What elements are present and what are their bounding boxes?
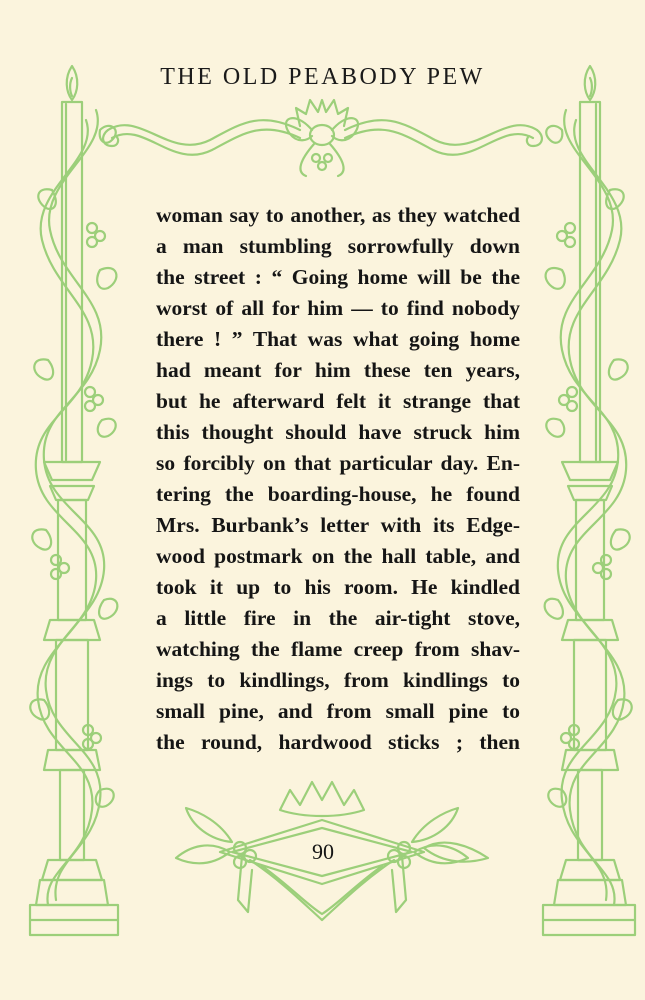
text-line: took it up to his room. He kindled bbox=[156, 575, 520, 599]
running-head: THE OLD PEABODY PEW bbox=[160, 64, 485, 90]
page-number: 90 bbox=[312, 839, 334, 864]
right-candle-ornament bbox=[543, 66, 635, 935]
text-line: a little fire in the air-tight stove, bbox=[156, 606, 520, 630]
text-line: there ! ” That was what going home bbox=[156, 327, 520, 351]
text-line: small pine, and from small pine to bbox=[156, 699, 520, 723]
left-candle-ornament bbox=[30, 66, 118, 935]
text-line: ings to kindlings, from kindlings to bbox=[156, 668, 520, 692]
text-line: tering the boarding-house, he found bbox=[156, 482, 520, 506]
text-line: woman say to another, as they watched bbox=[156, 203, 520, 227]
body-text bbox=[156, 200, 520, 758]
text-line: the street : “ Going home will be the bbox=[156, 265, 520, 289]
text-line: worst of all for him — to find nobody bbox=[156, 296, 520, 320]
text-line: the round, hardwood sticks ; then bbox=[156, 730, 520, 754]
text-line: but he afterward felt it strange that bbox=[156, 389, 520, 413]
text-line: so forcibly on that particular day. En- bbox=[156, 451, 520, 475]
text-line: Mrs. Burbank’s letter with its Edge- bbox=[156, 513, 520, 537]
top-ribbon-ornament bbox=[103, 100, 542, 176]
text-line: a man stumbling sorrowfully down bbox=[156, 234, 520, 258]
text-line: had meant for him these ten years, bbox=[156, 358, 520, 382]
text-line: watching the flame creep from shav- bbox=[156, 637, 520, 661]
text-line: this thought should have struck him bbox=[156, 420, 520, 444]
text-line: wood postmark on the hall table, and bbox=[156, 544, 520, 568]
